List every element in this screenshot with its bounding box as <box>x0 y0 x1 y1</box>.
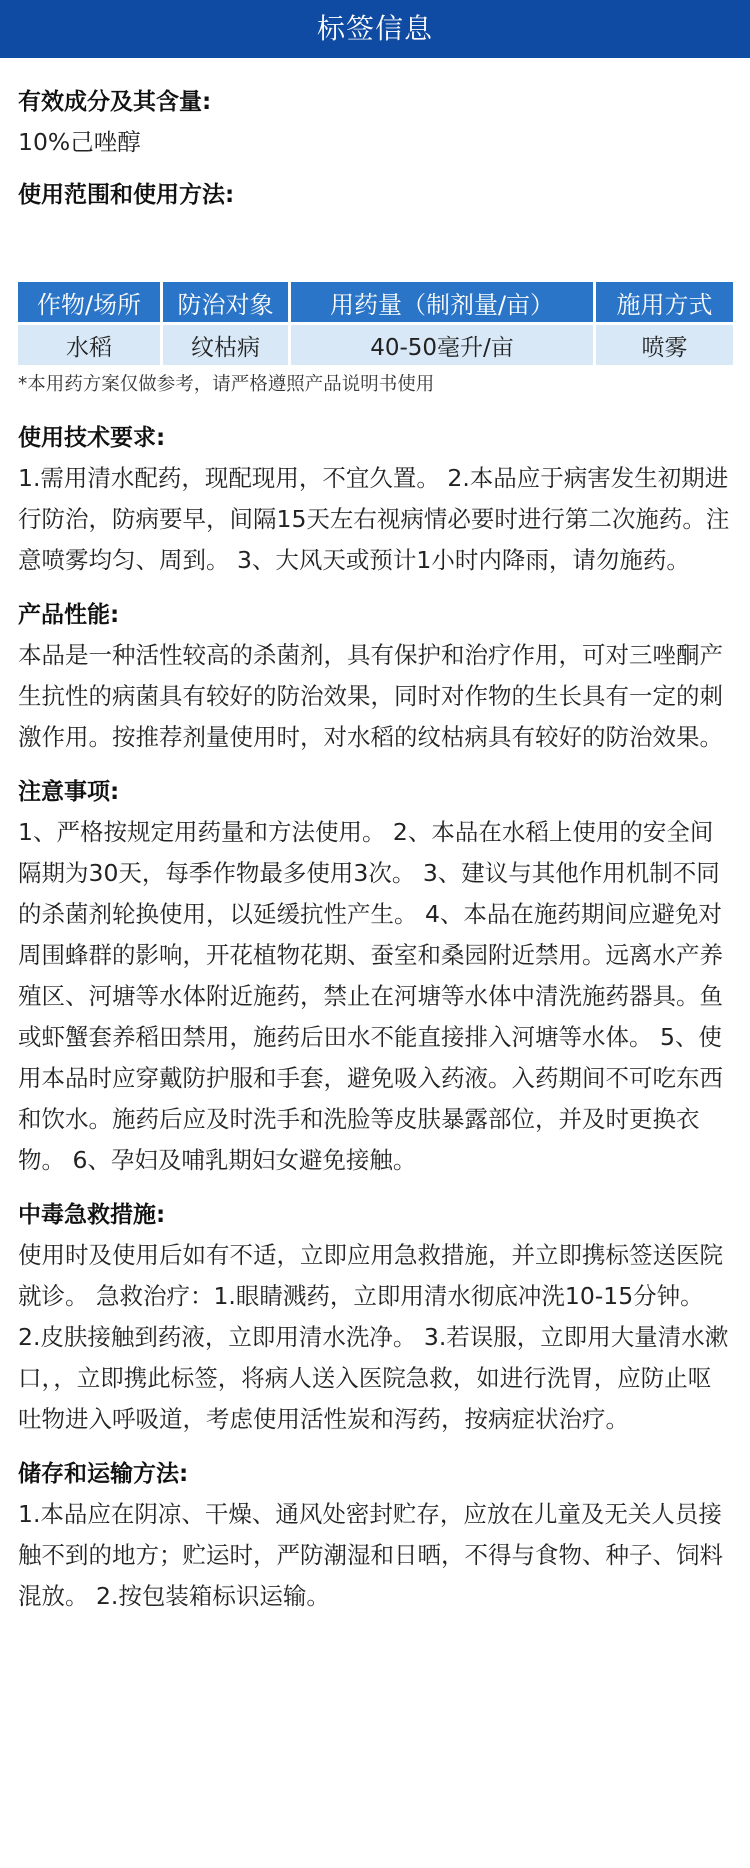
storage-text: 1.本品应在阴凉、干燥、通风处密封贮存，应放在儿童及无关人员接触不到的地方；贮运时，严防潮湿和日晒，不得与食物、种子、饲料混放。 2.按包装箱标识运输。 <box>18 1500 723 1610</box>
usage-cell-method: 喷雾 <box>596 325 733 365</box>
usage-col-method: 施用方式 <box>596 282 733 322</box>
usage-cell-target: 纹枯病 <box>163 325 288 365</box>
ingredient-value: 10%己唑醇 <box>18 128 141 156</box>
usage-cell-dosage: 40-50毫升/亩 <box>291 325 593 365</box>
ingredient-label: 有效成分及其含量: <box>18 89 212 115</box>
page-title: 标签信息 <box>316 12 433 45</box>
technical-section <box>18 418 732 581</box>
technical-label: 使用技术要求: <box>18 425 166 451</box>
usage-table <box>15 279 736 368</box>
performance-section <box>18 595 732 758</box>
firstaid-label: 中毒急救措施: <box>18 1202 166 1228</box>
ingredient-section <box>18 82 732 163</box>
performance-label: 产品性能: <box>18 602 120 628</box>
usage-cell-crop: 水稻 <box>18 325 160 365</box>
performance-text: 本品是一种活性较高的杀菌剂，具有保护和治疗作用，可对三唑酮产生抗性的病菌具有较好的防治效果，同时对作物的生长具有一定的刺激作用。按推荐剂量使用时，对水稻的纹枯病具有较好的防治效果。 <box>18 641 723 751</box>
storage-section <box>18 1454 732 1617</box>
table-row <box>18 325 733 365</box>
page-header <box>0 0 750 58</box>
usage-note: *本用药方案仅做参考，请严格遵照产品说明书使用 <box>18 374 435 395</box>
usage-section <box>18 175 732 400</box>
firstaid-section <box>18 1195 732 1440</box>
storage-label: 储存和运输方法: <box>18 1461 189 1487</box>
usage-spacer <box>18 215 732 279</box>
label-content <box>0 82 750 1617</box>
usage-label: 使用范围和使用方法: <box>18 182 235 208</box>
precautions-section <box>18 772 732 1181</box>
usage-table-header-row <box>18 282 733 322</box>
firstaid-text: 使用时及使用后如有不适，立即应用急救措施，并立即携标签送医院就诊。 急救治疗：1.眼睛溅药，立即用清水彻底冲洗10-15分钟。 2.皮肤接触到药液，立即用清水洗净。 3.若误服，立即用大量清水漱口，，立即携此标签，将病人送入医院急救，如进行洗胃，应防止呕吐物进入呼吸道，考虑使用活性炭和泻药，按病症状治疗。 <box>18 1241 729 1433</box>
usage-col-target: 防治对象 <box>163 282 288 322</box>
precautions-label: 注意事项: <box>18 779 120 805</box>
usage-col-dosage: 用药量（制剂量/亩） <box>291 282 593 322</box>
precautions-text: 1、严格按规定用药量和方法使用。 2、本品在水稻上使用的安全间隔期为30天，每季作物最多使用3次。 3、建议与其他作用机制不同的杀菌剂轮换使用，以延缓抗性产生。 4、本品在施药期间应避免对周围蜂群的影响，开花植物花期、蚕室和桑园附近禁用。远离水产养殖区、河塘等水体附近施药，禁止在河塘等水体中清洗施药器具。鱼或虾蟹套养稻田禁用，施药后田水不能直接排入河塘等水体。 5、使用本品时应穿戴防护服和手套，避免吸入药液。入药期间不可吃东西和饮水。施药后应及时洗手和洗脸等皮肤暴露部位，并及时更换衣物。 6、孕妇及哺乳期妇女避免接触。 <box>18 818 723 1174</box>
technical-text: 1.需用清水配药，现配现用，不宜久置。 2.本品应于病害发生初期进行防治，防病要早，间隔15天左右视病情必要时进行第二次施药。注意喷雾均匀、周到。 3、大风天或预计1小时内降雨，请勿施药。 <box>18 464 730 574</box>
usage-col-crop: 作物/场所 <box>18 282 160 322</box>
